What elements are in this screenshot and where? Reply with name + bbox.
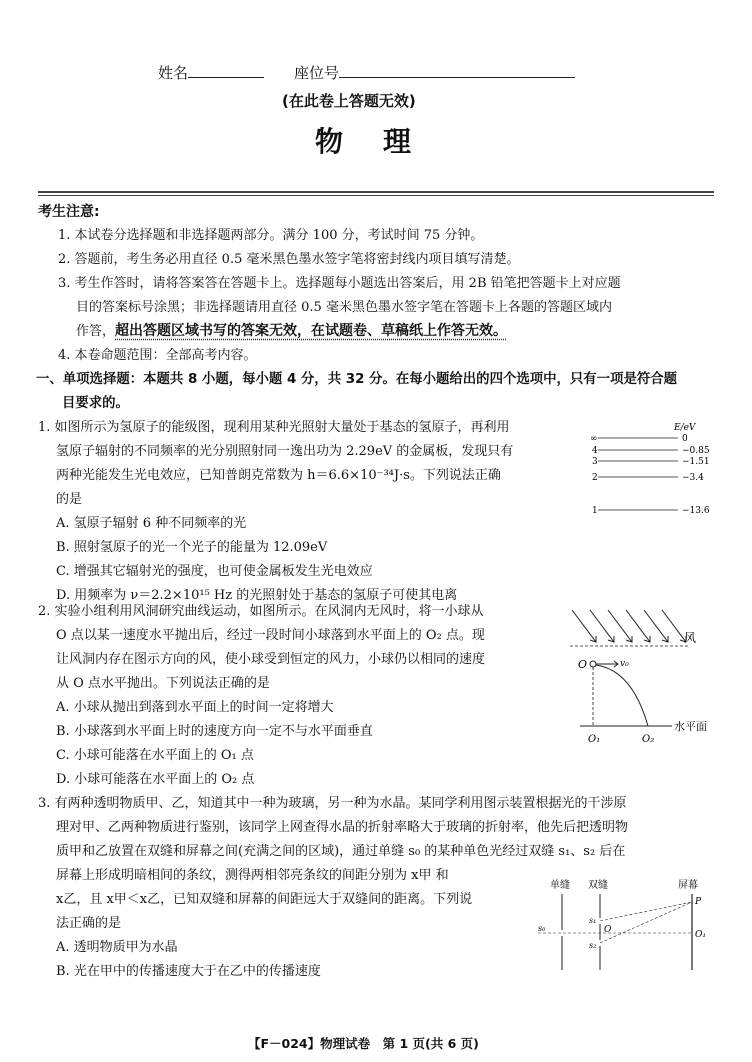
instruction-1: 1. 本试卷分选择题和非选择题两部分。满分 100 分，考试时间 75 分钟。 [58,228,484,243]
instruction-3-cont: 目的答案标号涂黑；非选择题请用直径 0.5 毫米黑色墨水签字笔在答题卡上各题的答题区域内 [76,300,612,315]
q1-option-a: A. 氢原子辐射 6 种不同频率的光 [56,516,247,531]
o-label: O [604,925,612,935]
q1-option-c: C. 增强其它辐射光的强度，也可使金属板发生光电效应 [56,564,373,579]
name-label: 姓名 [158,64,189,82]
level-2 [592,473,704,483]
wind-tunnel-diagram [560,600,720,750]
q2-line-2: O 点以某一速度水平抛出后，经过一段时间小球落到水平面上的 O₂ 点。现 [56,628,485,643]
q1-option-d: D. 用频率为 ν＝2.2×10¹⁵ Hz 的光照射处于基态的氢原子可使其电离 [56,588,458,603]
page-title: 物 理 [315,125,418,158]
q3-option-b: B. 光在甲中的传播速度大于在乙中的传播速度 [56,964,321,979]
svg-text:∞: ∞ [590,434,598,444]
seat-label: 座位号 [294,64,340,82]
q2-line-3: 让风洞内存在图示方向的风，使小球受到恒定的风力，小球仍以相同的速度 [56,652,486,667]
wind-arrows [572,610,686,642]
trajectory [596,665,648,726]
energy-axis-label: E/eV [674,423,696,433]
notice-text: (在此卷上答题无效) [282,92,416,110]
q1-line-2: 氢原子辐射的不同频率的光分别照射同一逸出功为 2.29eV 的金属板，发现只有 [56,444,514,459]
instruction-3-prefix: 作答， [76,324,116,339]
o2-label: O₂ [642,734,655,745]
svg-text:−0.85: −0.85 [682,446,710,456]
header-divider [38,191,714,193]
level-4 [592,446,710,456]
screen-label: 屏幕 [678,880,698,891]
svg-text:3: 3 [592,457,598,467]
q3-line-3: 质甲和乙放置在双缝和屏幕之间(充满之间的区域)，通过单缝 s₀ 的某种单色光经过双缝 s₁、s₂ 后在 [56,844,626,859]
double-slit-diagram [528,876,718,976]
svg-text:4: 4 [592,446,598,456]
o1-label: O₁ [588,734,601,745]
s0-label: s₀ [538,924,546,933]
instruction-2: 2. 答题前，考生务必用直径 0.5 毫米黑色墨水签字笔将密封线内项目填写清楚。 [58,252,520,267]
svg-text:−3.4: −3.4 [682,473,704,483]
double-slit-label: 双缝 [588,880,608,891]
instruction-4: 4. 本卷命题范围：全部高考内容。 [58,348,257,363]
section-heading-cont: 目要求的。 [62,396,129,411]
single-slit-label: 单缝 [550,880,570,891]
instructions-heading: 考生注意: [38,204,100,220]
o1-screen-label: O₁ [695,930,706,940]
q3-line-1: 3. 有两种透明物质甲、乙，知道其中一种为玻璃，另一种为水晶。某同学利用图示装置根据光的干涉原 [38,796,627,811]
q1-option-b: B. 照射氢原子的光一个光子的能量为 12.09eV [56,540,328,555]
level-3 [592,457,710,467]
q1-line-3: 两种光能发生光电效应，已知普朗克常数为 h＝6.6×10⁻³⁴J·s。下列说法正确 [56,468,501,483]
q3-line-4: 屏幕上形成明暗相间的条纹，测得两相邻亮条纹的间距分别为 x甲 和 [56,868,449,883]
wind-label: 风 [684,631,697,645]
q2-line-1: 2. 实验小组利用风洞研究曲线运动，如图所示。在风洞内无风时，将一小球从 [38,604,484,619]
instruction-3-end [76,320,507,343]
name-blank[interactable] [188,63,264,78]
q2-line-4: 从 O 点水平抛出。下列说法正确的是 [56,676,270,691]
seat-blank[interactable] [339,63,575,78]
svg-text:1: 1 [592,506,598,516]
instruction-emphasis: 超出答题区域书写的答案无效，在试题卷、草稿纸上作答无效。 [115,323,508,339]
q2-option-d: D. 小球可能落在水平面上的 O₂ 点 [56,772,255,787]
q3-option-a: A. 透明物质甲为水晶 [56,940,178,955]
svg-text:0: 0 [682,434,688,444]
page-footer: 【F－024】物理试卷 第 1 页(共 6 页) [248,1036,479,1051]
q3-line-2: 理对甲、乙两种物质进行鉴别，该同学上网查得水晶的折射率略大于玻璃的折射率，他先后把透明物 [56,820,629,835]
q2-option-a: A. 小球从抛出到落到水平面上的时间一定将增大 [56,700,334,715]
q1-line-4: 的是 [56,492,83,507]
v0-label: v₀ [620,659,629,669]
q2-option-c: C. 小球可能落在水平面上的 O₁ 点 [56,748,254,763]
instruction-3: 3. 考生作答时，请将答案答在答题卡上。选择题每小题选出答案后，用 2B 铅笔把答题卡上对应题 [58,276,621,291]
svg-text:−13.6: −13.6 [682,506,710,516]
p-label: P [695,897,702,907]
q3-line-6: 法正确的是 [56,916,122,931]
s1-label: s₁ [589,916,597,925]
svg-text:−1.51: −1.51 [682,457,710,467]
q3-line-5: x乙，且 x甲＜x乙，已知双缝和屏幕的间距远大于双缝间的距离。下列说 [56,892,473,907]
origin-label: O [578,658,588,671]
q2-option-b: B. 小球落到水平面上时的速度方向一定不与水平面垂直 [56,724,373,739]
name-field[interactable] [158,62,264,85]
section-heading: 一、单项选择题：本题共 8 小题，每小题 4 分，共 32 分。在每小题给出的四个选项中，只有一项是符合题 [36,372,678,387]
ball [590,661,596,667]
level-inf [590,434,688,444]
ground-label: 水平面 [674,720,707,733]
s2-label: s₂ [589,941,597,950]
q1-line-1: 1. 如图所示为氢原子的能级图，现利用某种光照射大量处于基态的氢原子，再利用 [38,420,510,435]
svg-text:2: 2 [592,473,598,483]
seat-field[interactable] [294,62,575,85]
header-divider-thin [38,195,714,196]
energy-level-diagram [588,418,718,522]
level-1 [592,506,710,516]
